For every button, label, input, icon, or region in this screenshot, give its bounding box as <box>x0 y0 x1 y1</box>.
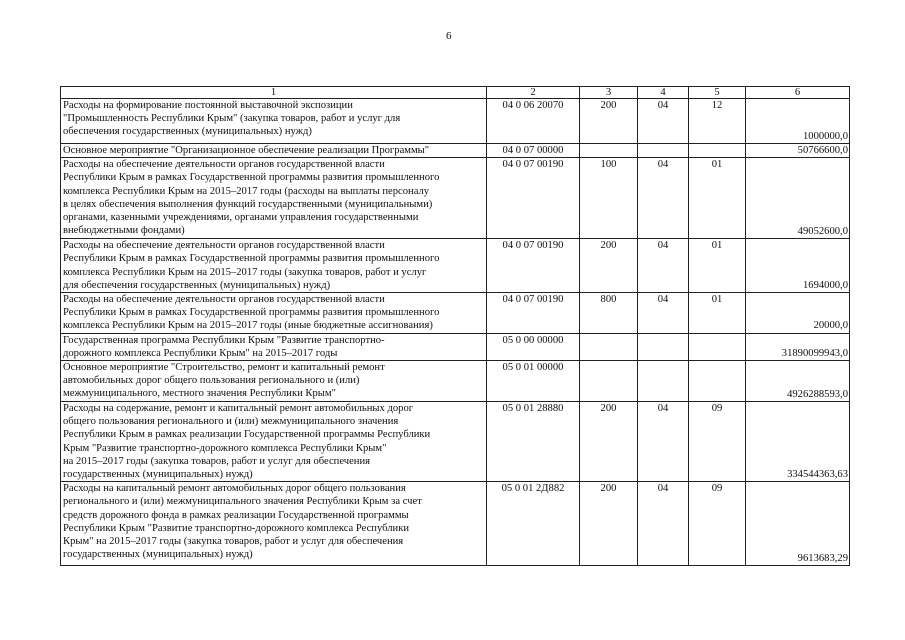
table-row <box>61 99 850 144</box>
section: 04 <box>638 239 689 293</box>
expense-type: 200 <box>580 482 638 566</box>
amount: 31890099943,0 <box>746 333 850 360</box>
table-row <box>61 158 850 239</box>
section: 04 <box>638 482 689 566</box>
table-row <box>61 239 850 293</box>
expense-type: 200 <box>580 239 638 293</box>
table-row <box>61 482 850 566</box>
table-row <box>61 144 850 158</box>
column-header: 3 <box>580 87 638 99</box>
table-row <box>61 402 850 482</box>
amount: 20000,0 <box>746 293 850 334</box>
subsection: 09 <box>689 402 746 482</box>
row-description: Расходы на обеспечение деятельности органов государственной власти Республики Крым в рамках Государственной программы развития промышленного комплекса Республики Крым на 2015–2017 годы (расходы на выплаты персоналу в целях обеспечения выполнения функций государственными (муниципальными) органами, казенными учреждениями, органами управления государственными внебюджетными фондами) <box>61 158 487 239</box>
expense-type: 200 <box>580 99 638 144</box>
target-code: 04 0 07 00190 <box>487 239 580 293</box>
expense-type <box>580 333 638 360</box>
target-code: 05 0 01 00000 <box>487 361 580 402</box>
column-header: 6 <box>746 87 850 99</box>
budget-table <box>60 86 850 566</box>
header-row <box>61 87 850 99</box>
section <box>638 144 689 158</box>
subsection: 12 <box>689 99 746 144</box>
section: 04 <box>638 158 689 239</box>
expense-type: 100 <box>580 158 638 239</box>
target-code: 05 0 01 28880 <box>487 402 580 482</box>
table-row <box>61 361 850 402</box>
target-code: 05 0 01 2Д882 <box>487 482 580 566</box>
row-description: Расходы на капитальный ремонт автомобильных дорог общего пользования регионального и (или) межмуниципального значения Республики Крым за счет средств дорожного фонда в рамках реализации Государственной программы Республики Крым "Развитие транспортно-дорожного комплекса Республики Крым" на 2015–2017 годы (закупка товаров, работ и услуг для обеспечения государственных (муниципальных) нужд) <box>61 482 487 566</box>
amount: 1694000,0 <box>746 239 850 293</box>
column-header: 1 <box>61 87 487 99</box>
row-description: Основное мероприятие "Строительство, ремонт и капитальный ремонт автомобильных дорог общего пользования регионального и (или) межмуниципального, местного значения Республики Крым" <box>61 361 487 402</box>
row-description: Расходы на содержание, ремонт и капитальный ремонт автомобильных дорог общего пользования регионального и (или) межмуниципального значения Республики Крым в рамках реализации Государственной программы Республики Крым "Развитие транспортно-дорожного комплекса Республики Крым" на 2015–2017 годы (закупка товаров, работ и услуг для обеспечения государственных (муниципальных) нужд) <box>61 402 487 482</box>
target-code: 05 0 00 00000 <box>487 333 580 360</box>
target-code: 04 0 06 20070 <box>487 99 580 144</box>
subsection <box>689 144 746 158</box>
amount: 49052600,0 <box>746 158 850 239</box>
row-description: Государственная программа Республики Крым "Развитие транспортно- дорожного комплекса Республики Крым" на 2015–2017 годы <box>61 333 487 360</box>
row-description: Расходы на формирование постоянной выставочной экспозиции "Промышленность Республики Крым" (закупка товаров, работ и услуг для обеспечения государственных (муниципальных) нужд) <box>61 99 487 144</box>
expense-type <box>580 144 638 158</box>
subsection: 01 <box>689 293 746 334</box>
row-description: Расходы на обеспечение деятельности органов государственной власти Республики Крым в рамках Государственной программы развития промышленного комплекса Республики Крым на 2015–2017 годы (иные бюджетные ассигнования) <box>61 293 487 334</box>
section: 04 <box>638 293 689 334</box>
row-description: Расходы на обеспечение деятельности органов государственной власти Республики Крым в рамках Государственной программы развития промышленного комплекса Республики Крым на 2015–2017 годы (закупка товаров, работ и услуг для обеспечения государственных (муниципальных) нужд) <box>61 239 487 293</box>
amount: 50766600,0 <box>746 144 850 158</box>
column-header: 4 <box>638 87 689 99</box>
column-header: 2 <box>487 87 580 99</box>
section <box>638 361 689 402</box>
subsection: 09 <box>689 482 746 566</box>
section: 04 <box>638 99 689 144</box>
column-header: 5 <box>689 87 746 99</box>
expense-type <box>580 361 638 402</box>
subsection <box>689 361 746 402</box>
page-number: 6 <box>446 30 452 42</box>
subsection <box>689 333 746 360</box>
target-code: 04 0 07 00190 <box>487 293 580 334</box>
section <box>638 333 689 360</box>
target-code: 04 0 07 00190 <box>487 158 580 239</box>
row-description: Основное мероприятие "Организационное обеспечение реализации Программы" <box>61 144 487 158</box>
section: 04 <box>638 402 689 482</box>
subsection: 01 <box>689 158 746 239</box>
amount: 4926288593,0 <box>746 361 850 402</box>
table-row <box>61 333 850 360</box>
table-row <box>61 293 850 334</box>
amount: 334544363,63 <box>746 402 850 482</box>
target-code: 04 0 07 00000 <box>487 144 580 158</box>
expense-type: 800 <box>580 293 638 334</box>
amount: 9613683,29 <box>746 482 850 566</box>
expense-type: 200 <box>580 402 638 482</box>
amount: 1000000,0 <box>746 99 850 144</box>
subsection: 01 <box>689 239 746 293</box>
